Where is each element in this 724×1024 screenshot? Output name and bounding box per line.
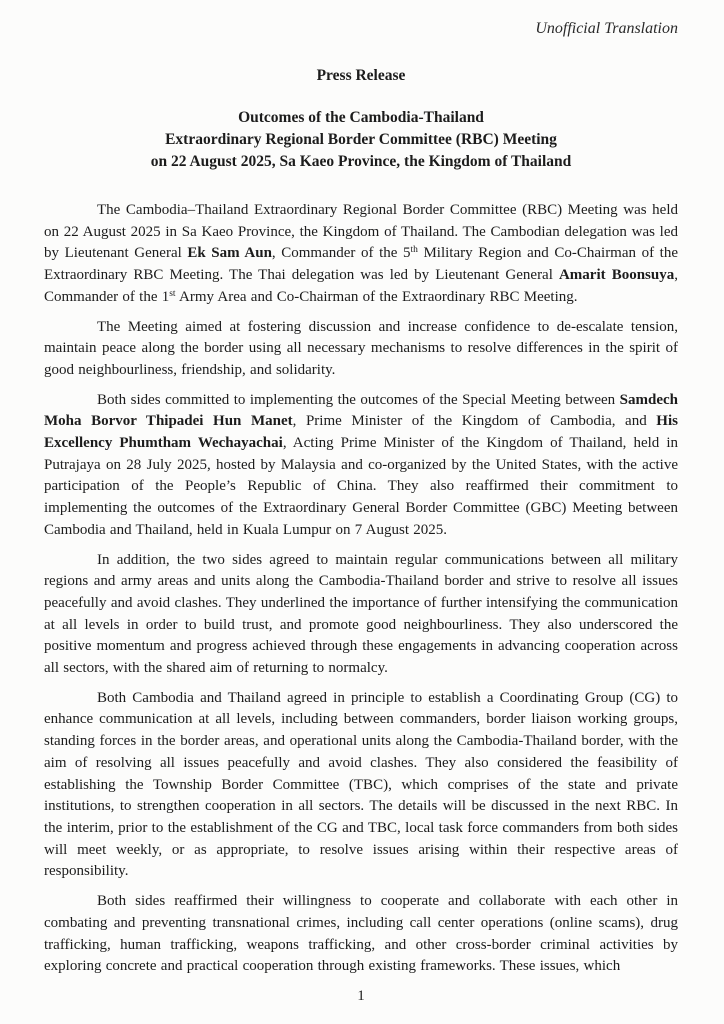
body-paragraph xyxy=(44,550,678,680)
text-run: Both sides committed to implementing the outcomes of the Special Meeting between xyxy=(97,391,620,408)
text-run: , Commander of the 1 xyxy=(44,267,678,305)
text-run: , Prime Minister of the Kingdom of Cambodia, and xyxy=(292,413,657,430)
body-paragraph xyxy=(44,317,678,382)
document-title-line: Extraordinary Regional Border Committee (RBC) Meeting xyxy=(165,131,557,148)
press-release-heading: Press Release xyxy=(316,67,406,84)
bold-text-run: His Excellency Phumtham Wechayachai xyxy=(44,413,678,452)
document-title xyxy=(44,107,678,173)
superscript-run: st xyxy=(169,288,176,299)
text-run: Army Area and Co-Chairman of the Extraordinary RBC Meeting. xyxy=(175,288,578,305)
body-paragraph xyxy=(44,390,678,542)
bold-text-run: Ek Sam Aun xyxy=(187,245,272,262)
text-run: Military Region and Co-Chairman of the Extraordinary RBC Meeting. The Thai delegation was led by Lieutenant General xyxy=(44,245,678,284)
text-run: , Acting Prime Minister of the Kingdom of Thailand, held in Putrajaya on 28 July 2025, hosted by Malaysia and co-organized by the United States, with the active participation of the People’s Republic of China. They also reaffirmed their commitment to implementing the outcomes of the Extraordinary General Border Committee (GBC) Meeting between Cambodia and Thailand, held in Kuala Lumpur on 7 August 2025. xyxy=(44,435,678,538)
text-run: Both sides reaffirmed their willingness to cooperate and collaborate with each other in combating and preventing transnational crimes, including call center operations (online scams), drug trafficking, human trafficking, weapons trafficking, and other cross-border criminal activities by exploring concrete and practical cooperation through existing frameworks. These issues, which xyxy=(44,893,678,975)
document-title-line: Outcomes of the Cambodia-Thailand xyxy=(238,109,484,126)
body-paragraph xyxy=(44,688,678,883)
superscript-run: th xyxy=(410,245,418,256)
text-run: , Commander of the 5 xyxy=(271,245,411,262)
text-run: The Cambodia–Thailand Extraordinary Regional Border Committee (RBC) Meeting was held on 22 August 2025 in Sa Kaeo Province, the Kingdom of Thailand. The Cambodian delegation was led by Lieutenant General xyxy=(44,202,678,262)
translation-note: Unofficial Translation xyxy=(535,20,678,37)
document-body xyxy=(44,200,678,978)
text-run: In addition, the two sides agreed to maintain regular communications between all military regions and army areas and units along the Cambodia-Thailand border and strive to resolve all issues peacefully and avoid clashes. They underlined the importance of further intensifying the communication at all levels in order to build trust, and promote good neighbourliness. They also underscored the positive momentum and progress achieved through these engagements in advancing cooperation across all sectors, with the shared aim of returning to normalcy. xyxy=(44,551,678,677)
bold-text-run: Samdech Moha Borvor Thipadei Hun Manet xyxy=(44,391,678,430)
bold-text-run: Amarit Boonsuya xyxy=(558,267,675,284)
document-title-line: on 22 August 2025, Sa Kaeo Province, the Kingdom of Thailand xyxy=(150,153,572,170)
body-paragraph xyxy=(44,891,678,978)
page-number: 1 xyxy=(357,987,365,1004)
body-paragraph xyxy=(44,200,678,309)
text-run: The Meeting aimed at fostering discussion and increase confidence to de-escalate tension, maintain peace along the border using all necessary mechanisms to resolve differences in the spirit of good neighbourliness, friendship, and solidarity. xyxy=(44,318,678,378)
text-run: Both Cambodia and Thailand agreed in principle to establish a Coordinating Group (CG) to enhance communication at all levels, including between commanders, border liaison working groups, standing forces in the border areas, and operational units along the Cambodia-Thailand border, with the aim of resolving all issues peacefully and avoid clashes. They also considered the feasibility of establishing the Township Border Committee (TBC), which comprises of the state and private institutions, to strengthen cooperation in all sectors. The details will be discussed in the next RBC. In the interim, prior to the establishment of the CG and TBC, local task force commanders from both sides will meet weekly, or as appropriate, to resolve issues arising within their respective areas of responsibility. xyxy=(44,689,678,880)
